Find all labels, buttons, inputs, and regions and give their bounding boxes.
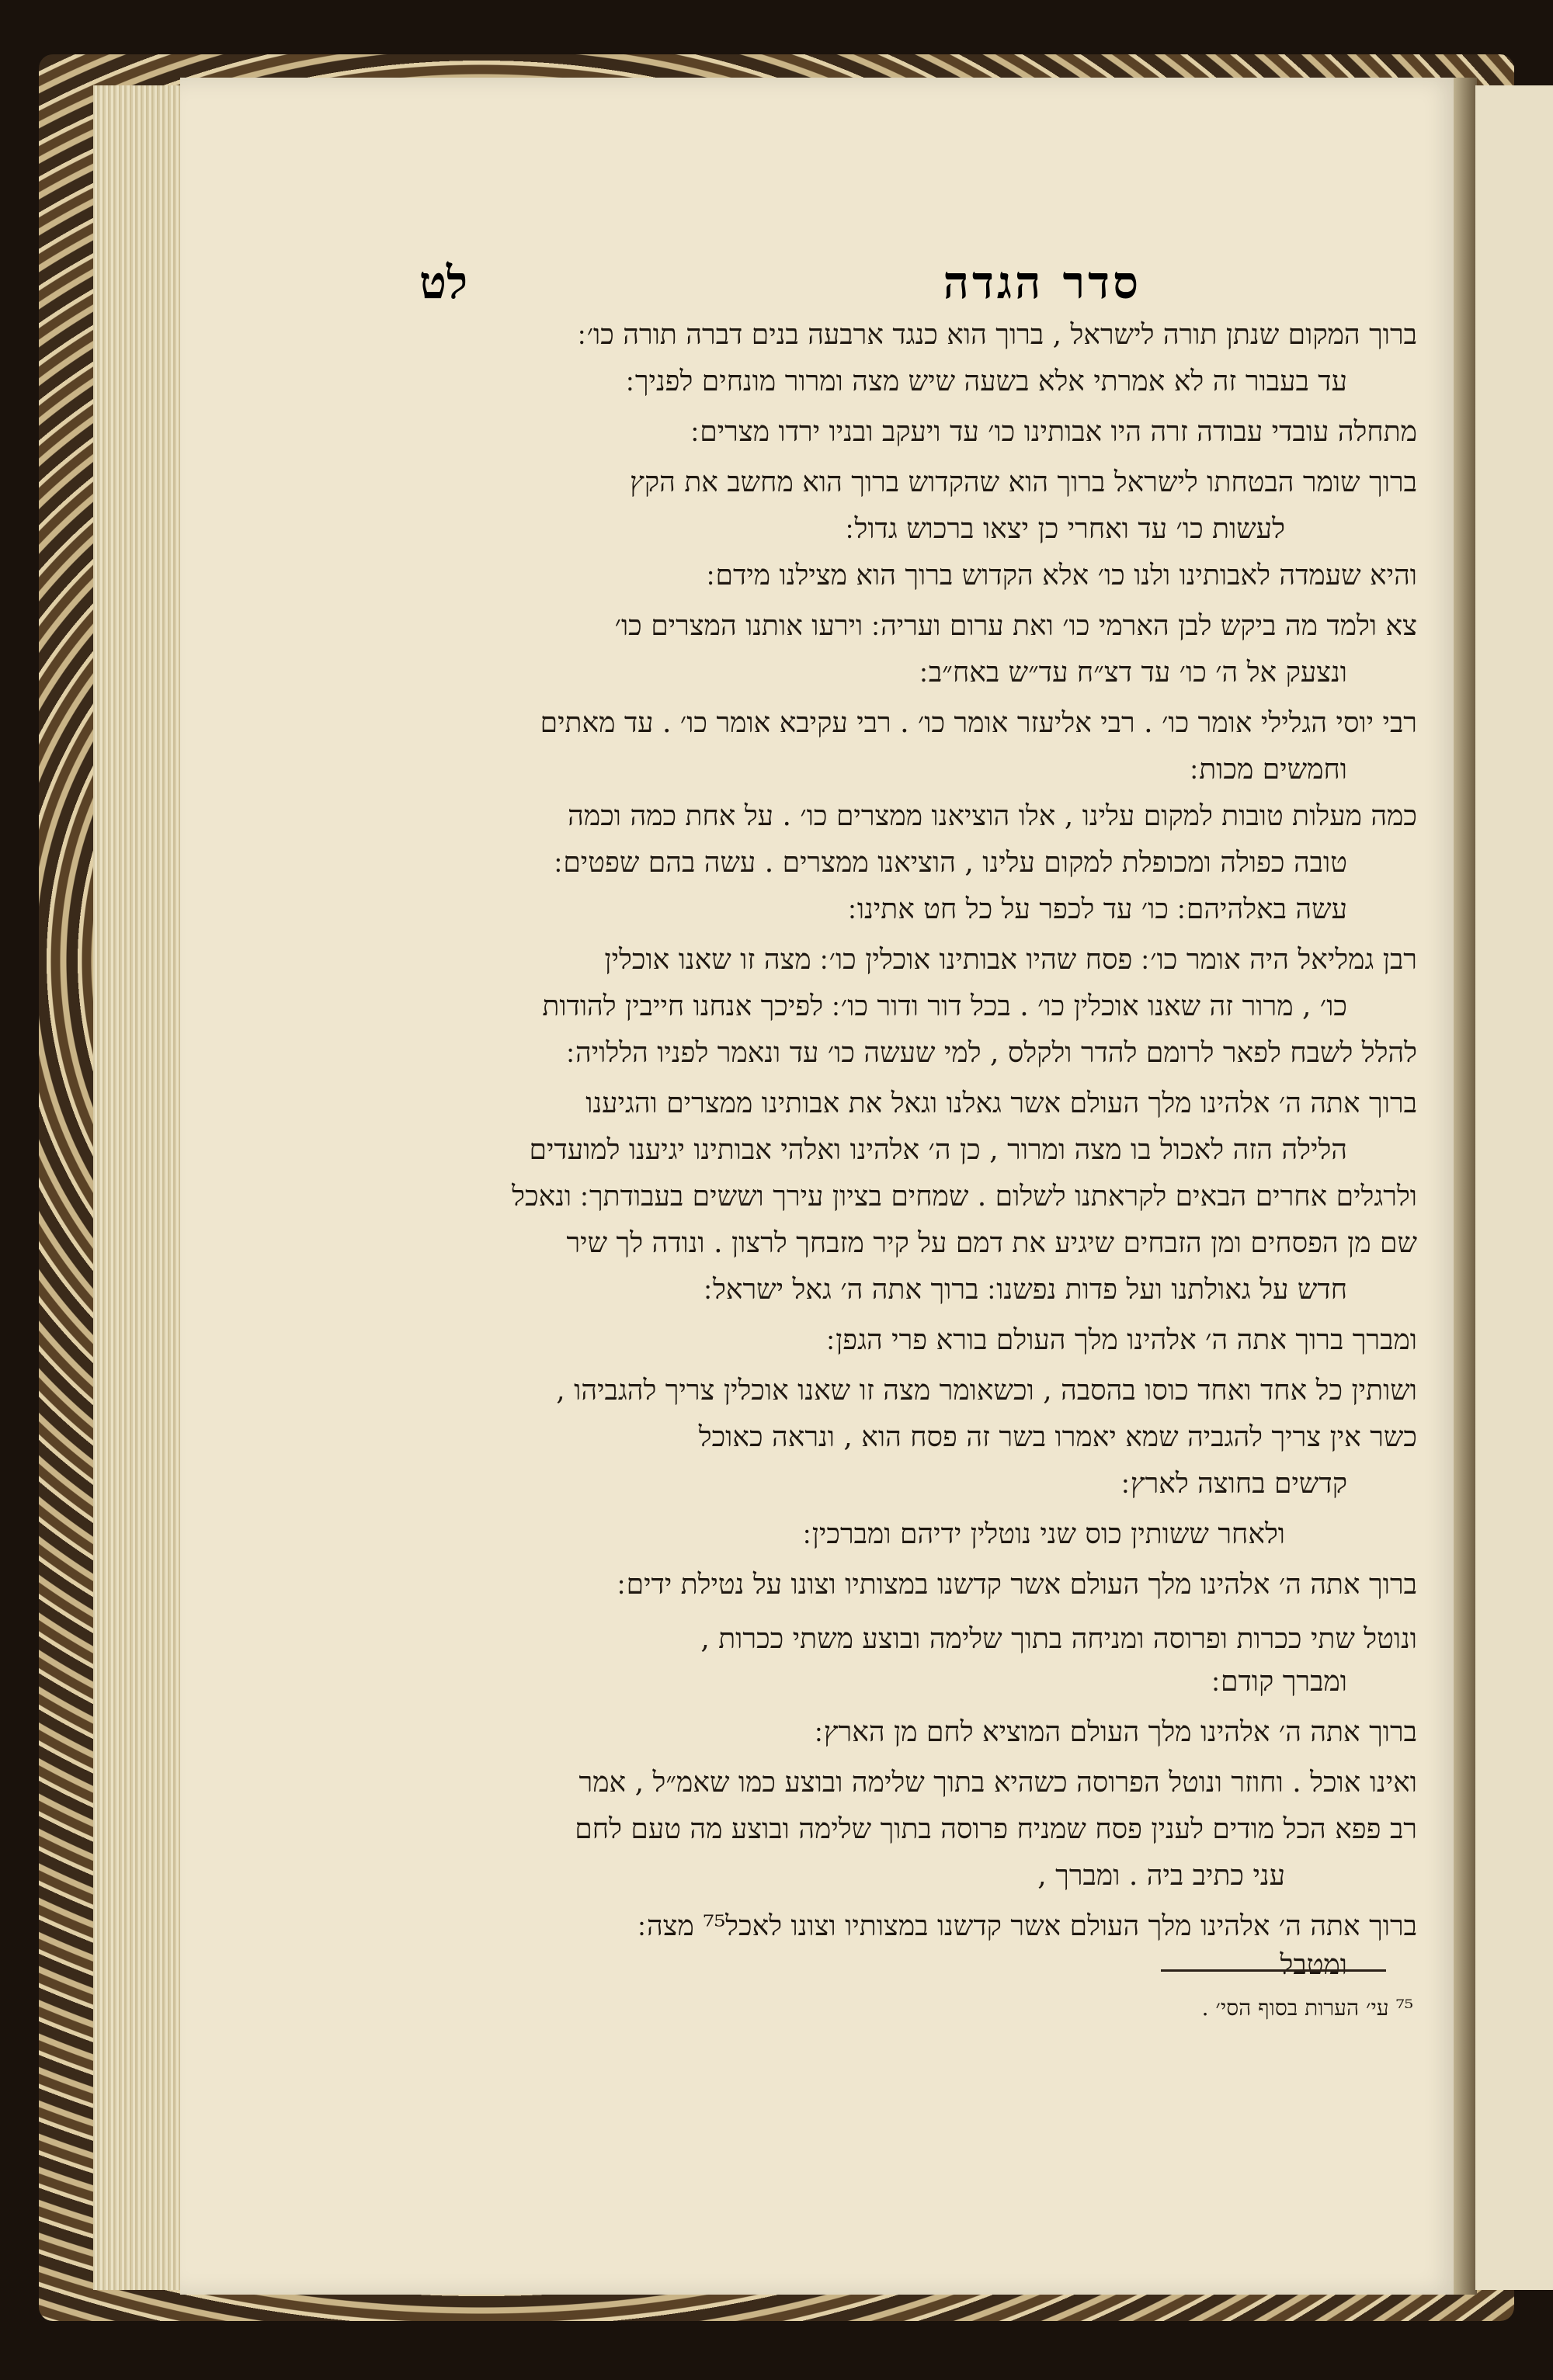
text-line: רבן גמליאל היה אומר כו׳ ׃ פסח שהיו אבותינו אוכלין כו׳ ׃ מצה זו שאנו אוכלין <box>604 944 1417 976</box>
text-line: רבי יוסי הגלילי אומר כו׳ . רבי אליעזר אומר כו׳ . רבי עקיבא אומר כו׳ . עד מאתים <box>540 707 1417 739</box>
page-header <box>388 256 1405 318</box>
text-line: קדשים בחוצה לארץ ׃ <box>1121 1468 1347 1500</box>
text-line: ברוך אתה ה׳ אלהינו מלך העולם אשר קדשנו במצותיו וצונו על נטילת ידים ׃ <box>617 1569 1417 1601</box>
text-line: ברוך המקום שנתן תורה לישראל , ברוך הוא כנגד ארבעה בנים דברה תורה כו׳ ׃ <box>578 319 1417 351</box>
text-line: ונוטל שתי ככרות ופרוסה ומניחה בתוך שלימה ובוצע משתי ככרות , <box>700 1623 1417 1655</box>
text-line: מתחלה עובדי עבודה זרה היו אבותינו כו׳ עד ויעקב ובניו ירדו מצרים ׃ <box>690 416 1417 448</box>
text-line: ולאחר ששותין כוס שני נוטלין ידיהם ומברכין ׃ <box>803 1518 1285 1550</box>
text-line: ומברך ברוך אתה ה׳ אלהינו מלך העולם בורא פרי הגפן ׃ <box>826 1324 1417 1356</box>
text-line: לעשות כו׳ עד ואחרי כן יצאו ברכוש גדול ׃ <box>846 513 1285 545</box>
text-line: וחמשים מכות ׃ <box>1190 754 1347 786</box>
page-edges <box>93 85 186 2290</box>
text-line: כמה מעלות טובות למקום עלינו , אלו הוציאנו ממצרים כו׳ . על אחת כמה וכמה <box>568 800 1417 832</box>
text-line: עד בעבור זה לא אמרתי אלא בשעה שיש מצה ומרור מונחים לפניך ׃ <box>626 366 1347 397</box>
text-line: שם מן הפסחים ומן הזבחים שיגיע את דמם על קיר מזבחך לרצון . ונודה לך שיר <box>566 1227 1417 1259</box>
text-line: כו׳ , מרור זה שאנו אוכלין כו׳ . בכל דור ודור כו׳ ׃ לפיכך אנחנו חייבין להודות <box>542 991 1347 1022</box>
text-line: והיא שעמדה לאבותינו ולנו כו׳ אלא הקדוש ברוך הוא מצילנו מידם ׃ <box>707 560 1417 592</box>
text-line: עשה באלהיהם ׃ כו׳ עד לכפר על כל חט אתינו ׃ <box>848 893 1347 925</box>
text-line: ושותין כל אחד ואחד כוסו בהסבה , וכשאומר מצה זו שאנו אוכלין צריך להגביהו , <box>556 1375 1417 1407</box>
facing-page-edge <box>1475 85 1553 2290</box>
footnote: ⁷⁵ עי׳ הערות בסוף הסי׳ . <box>1201 1995 1413 2021</box>
text-line: ונצעק אל ה׳ כו׳ עד דצ״ח עד״ש באח״ב ׃ <box>919 657 1347 689</box>
text-line: חדש על גאולתנו ועל פדות נפשנו ׃ ברוך אתה ה׳ גאל ישראל ׃ <box>704 1274 1347 1306</box>
text-line: ולרגלים אחרים הבאים לקראתנו לשלום . שמחים בציון עירך וששים בעבודתך ׃ ונאכל <box>512 1181 1417 1213</box>
text-line: רב פפא הכל מודים לענין פסח שמניח פרוסה בתוך שלימה ובוצע מה טעם לחם <box>575 1813 1417 1845</box>
text-line: כשר אין צריך להגביה שמא יאמרו בשר זה פסח הוא , ונראה כאוכל <box>698 1421 1417 1453</box>
text-line: ואינו אוכל . וחוזר ונוטל הפרוסה כשהיא בתוך שלימה ובוצע כמו שאמ״ל , אמר <box>578 1767 1417 1799</box>
text-line: ומטבל <box>1280 1949 1347 1981</box>
page-number: לט <box>419 256 468 309</box>
text-line: ומברך קודם ׃ <box>1211 1666 1347 1698</box>
text-line: הלילה הזה לאכול בו מצה ומרור , כן ה׳ אלהינו ואלהי אבותינו יגיענו למועדים <box>529 1134 1347 1166</box>
text-line: ברוך שומר הבטחתו לישראל ברוך הוא שהקדוש ברוך הוא מחשב את הקץ <box>630 467 1417 498</box>
text-line: ברוך אתה ה׳ אלהינו מלך העולם המוציא לחם מן הארץ ׃ <box>815 1716 1417 1748</box>
text-line: צא ולמד מה ביקש לבן הארמי כו׳ ואת ערום ועריה ׃ וירעו אותנו המצרים כו׳ <box>614 610 1417 642</box>
running-title: סדר הגדה <box>943 256 1141 309</box>
footnote-rule <box>1161 1969 1386 1972</box>
text-line: עני כתיב ביה . ומברך , <box>1037 1860 1285 1892</box>
text-line: ברוך אתה ה׳ אלהינו מלך העולם אשר קדשנו במצותיו וצונו לאכל⁷⁵ מצה ׃ <box>638 1910 1417 1942</box>
book-gutter <box>1454 78 1477 2295</box>
text-line: להלל לשבח לפאר לרומם להדר ולקלס , למי שעשה כו׳ עד ונאמר לפניו הללויה ׃ <box>566 1037 1417 1069</box>
text-line: ברוך אתה ה׳ אלהינו מלך העולם אשר גאלנו וגאל את אבותינו ממצרים והגיענו <box>585 1088 1417 1119</box>
text-line: טובה כפולה ומכופלת למקום עלינו , הוציאנו ממצרים . עשה בהם שפטים ׃ <box>554 847 1347 879</box>
